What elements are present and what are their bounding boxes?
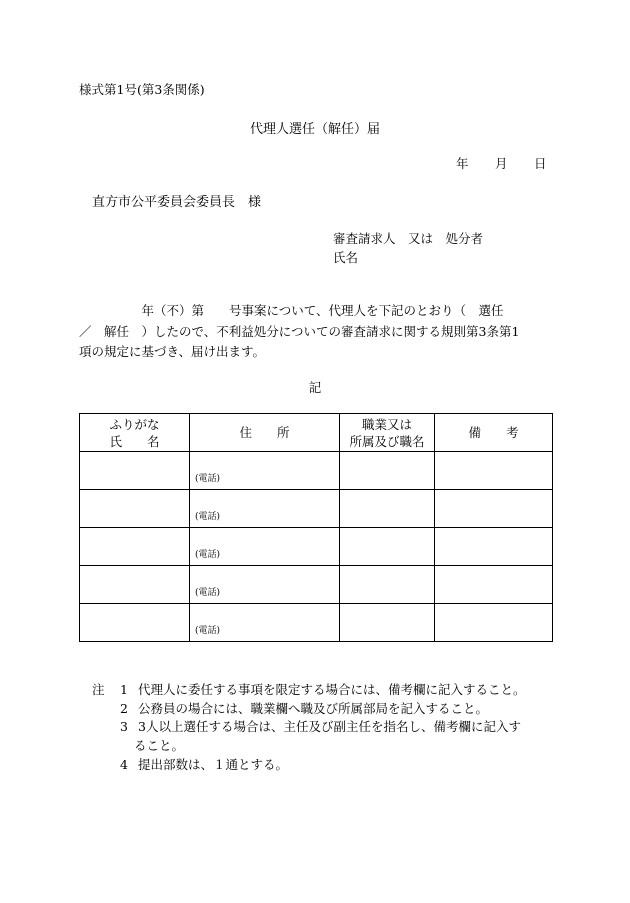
remarks-cell[interactable] bbox=[435, 604, 553, 642]
date-year-label: 年 bbox=[456, 156, 469, 171]
job-cell[interactable] bbox=[340, 604, 435, 642]
note-number: 2 bbox=[120, 700, 128, 716]
remarks-cell[interactable] bbox=[435, 452, 553, 490]
remarks-cell[interactable] bbox=[435, 490, 553, 528]
name-cell[interactable] bbox=[80, 490, 190, 528]
header-job-line1: 職業又は bbox=[361, 416, 412, 432]
addressee: 直方市公平委員会委員長 様 bbox=[92, 195, 262, 210]
job-cell[interactable] bbox=[340, 452, 435, 490]
note-number: 4 bbox=[120, 756, 128, 772]
header-remarks: 備 考 bbox=[435, 414, 553, 452]
remarks-cell[interactable] bbox=[435, 566, 553, 604]
header-job bbox=[340, 414, 435, 452]
name-cell[interactable] bbox=[80, 528, 190, 566]
header-name bbox=[80, 414, 190, 452]
address-cell[interactable] bbox=[190, 566, 340, 604]
job-cell[interactable] bbox=[340, 566, 435, 604]
phone-label: (電話) bbox=[195, 550, 221, 560]
date-day-label: 日 bbox=[534, 156, 547, 171]
address-cell[interactable] bbox=[190, 528, 340, 566]
phone-label: (電話) bbox=[195, 474, 221, 484]
name-cell[interactable] bbox=[80, 452, 190, 490]
address-cell[interactable] bbox=[190, 452, 340, 490]
table-row bbox=[80, 604, 553, 642]
body-text bbox=[79, 301, 559, 363]
address-cell[interactable] bbox=[190, 604, 340, 642]
phone-label: (電話) bbox=[195, 588, 221, 598]
ki-heading: 記 bbox=[308, 380, 322, 395]
note-text: 代理人に委任する事項を限定する場合には、備考欄に記入すること。 bbox=[138, 682, 526, 697]
table-header-row bbox=[80, 414, 553, 452]
header-address: 住 所 bbox=[190, 414, 340, 452]
phone-label: (電話) bbox=[195, 512, 221, 522]
representatives-table bbox=[79, 413, 553, 642]
remarks-cell[interactable] bbox=[435, 528, 553, 566]
note-text: 公務員の場合には、職業欄へ職及び所属部局を記入すること。 bbox=[138, 700, 489, 716]
applicant-name-label: 氏名 bbox=[333, 250, 359, 265]
body-line: ／ 解任 ）したので、不利益処分についての審査請求に関する規則第3条第1 bbox=[79, 323, 520, 339]
phone-label: (電話) bbox=[195, 626, 221, 636]
note-text: 3人以上選任する場合は、主任及び副主任を指名し、備考欄に記入す bbox=[138, 719, 521, 735]
date-month-label: 月 bbox=[495, 156, 508, 171]
header-job-line2: 所属及び職名 bbox=[349, 433, 425, 449]
note-number: 1 bbox=[120, 682, 128, 697]
note-text-continued: ること。 bbox=[134, 738, 185, 754]
name-cell[interactable] bbox=[80, 566, 190, 604]
job-cell[interactable] bbox=[340, 528, 435, 566]
note-number: 3 bbox=[120, 719, 128, 735]
table-row bbox=[80, 452, 553, 490]
applicant-label: 審査請求人 又は 処分者 bbox=[333, 231, 484, 246]
table-row bbox=[80, 528, 553, 566]
table-row bbox=[80, 566, 553, 604]
notes-label: 注 bbox=[92, 682, 105, 697]
note-text: 提出部数は、１通とする。 bbox=[138, 756, 289, 772]
header-shimei: 氏 名 bbox=[109, 433, 160, 449]
document-title: 代理人選任（解任）届 bbox=[249, 122, 380, 137]
job-cell[interactable] bbox=[340, 490, 435, 528]
name-cell[interactable] bbox=[80, 604, 190, 642]
address-cell[interactable] bbox=[190, 490, 340, 528]
body-line: 項の規定に基づき、届け出ます。 bbox=[79, 344, 266, 359]
body-line: 年（不）第 号事案について、代理人を下記のとおり（ 選任 bbox=[79, 303, 504, 318]
form-number: 様式第1号(第3条関係) bbox=[79, 82, 205, 97]
header-furigana: ふりがな bbox=[109, 416, 160, 432]
table-row bbox=[80, 490, 553, 528]
